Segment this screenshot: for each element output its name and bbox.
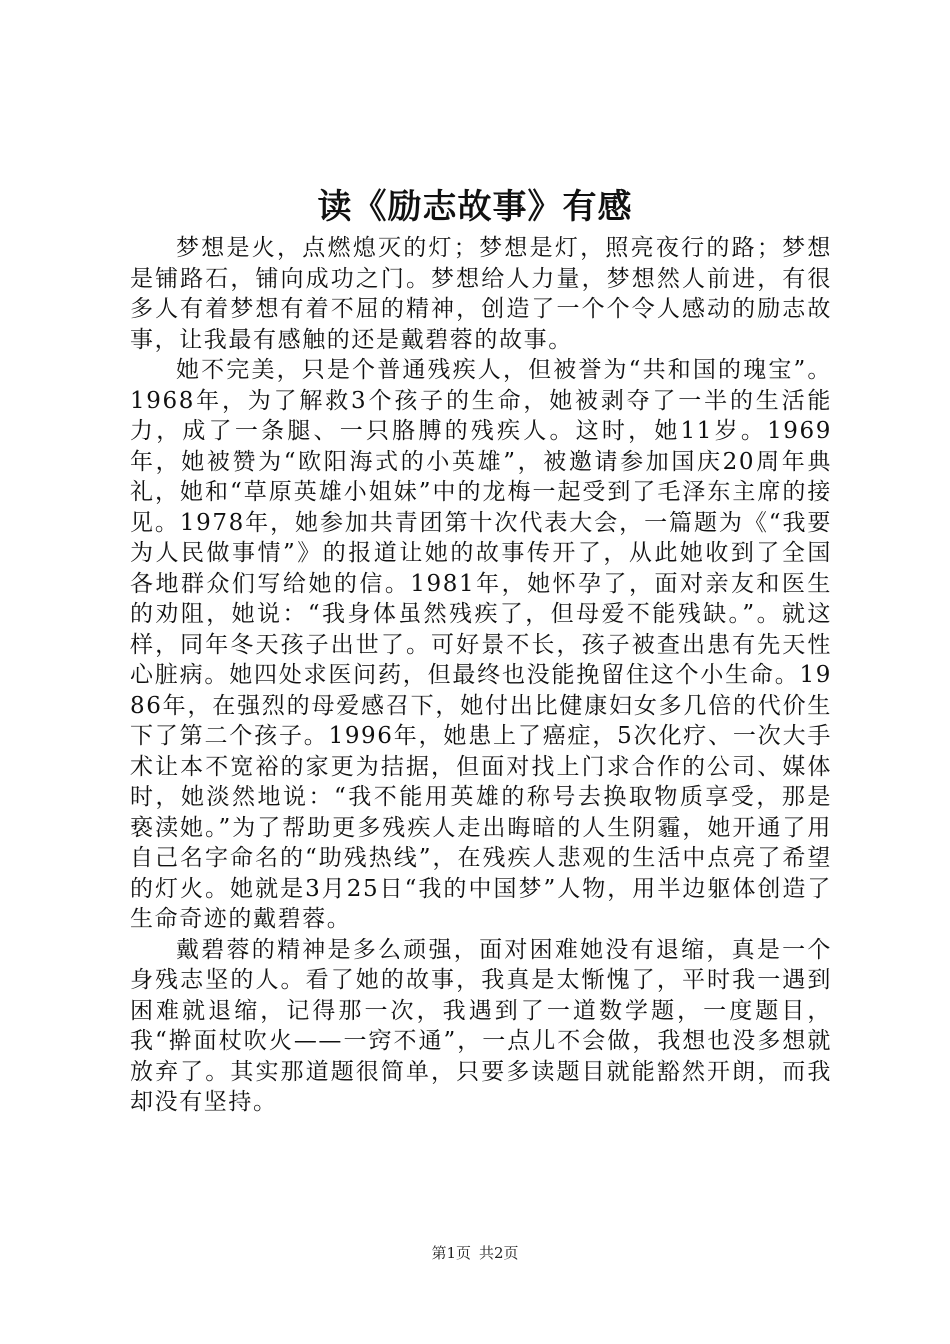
document-title: 读《励志故事》有感: [317, 187, 633, 227]
total-page-count: 共2页: [479, 1244, 519, 1262]
paragraph-3: 戴碧蓉的精神是多么顽强，面对困难她没有退缩，真是一个身残志坚的人。看了她的故事，我真是太惭愧了，平时我一遇到困难就退缩，记得那一次，我遇到了一道数学题，一度题目，我“擀面杖吹火——一窍不通”，一点儿不会做，我想也没多想就放弃了。其实那道题很简单，只要多读题目就能豁然开朗，而我却没有坚持。: [130, 936, 832, 1115]
paragraph-2: 她不完美，只是个普通残疾人，但被誉为“共和国的瑰宝”。1968年，为了解救3个孩子的生命，她被剥夺了一半的生活能力，成了一条腿、一只胳膊的残疾人。这时，她11岁。1969年，她被赞为“欧阳海式的小英雄”，被邀请参加国庆20周年典礼，她和“草原英雄小姐妹”中的龙梅一起受到了毛泽东主席的接见。1978年，她参加共青团第十次代表大会，一篇题为《“我要为人民做事情”》的报道让她的故事传开了，从此她收到了全国各地群众们写给她的信。1981年，她怀孕了，面对亲友和医生的劝阻，她说：“我身体虽然残疾了，但母爱不能残缺。”。就这样，同年冬天孩子出世了。可好景不长，孩子被查出患有先天性心脏病。她四处求医问药，但最终也没能挽留住这个小生命。1986年，在强烈的母爱感召下，她付出比健康妇女多几倍的代价生下了第二个孩子。1996年，她患上了癌症，5次化疗、一次大手术让本不宽裕的家更为拮据，但面对找上门求合作的公司、媒体时，她淡然地说：“我不能用英雄的称号去换取物质享受，那是亵渎她。”为了帮助更多残疾人走出晦暗的人生阴霾，她开通了用自己名字命名的“助残热线”，在残疾人悲观的生活中点亮了希望的灯火。她就是3月25日“我的中国梦”人物，用半边躯体创造了生命奇迹的戴碧蓉。: [130, 357, 832, 932]
paragraph-1: 梦想是火，点燃熄灭的灯；梦想是灯，照亮夜行的路；梦想是铺路石，铺向成功之门。梦想给人力量，梦想然人前进，有很多人有着梦想有着不屈的精神，创造了一个个令人感动的励志故事，让我最有感触的还是戴碧蓉的故事。: [130, 235, 832, 353]
current-page-number: 第1页: [431, 1244, 471, 1262]
page-footer: [0, 1243, 950, 1263]
document-body: [130, 233, 832, 1118]
